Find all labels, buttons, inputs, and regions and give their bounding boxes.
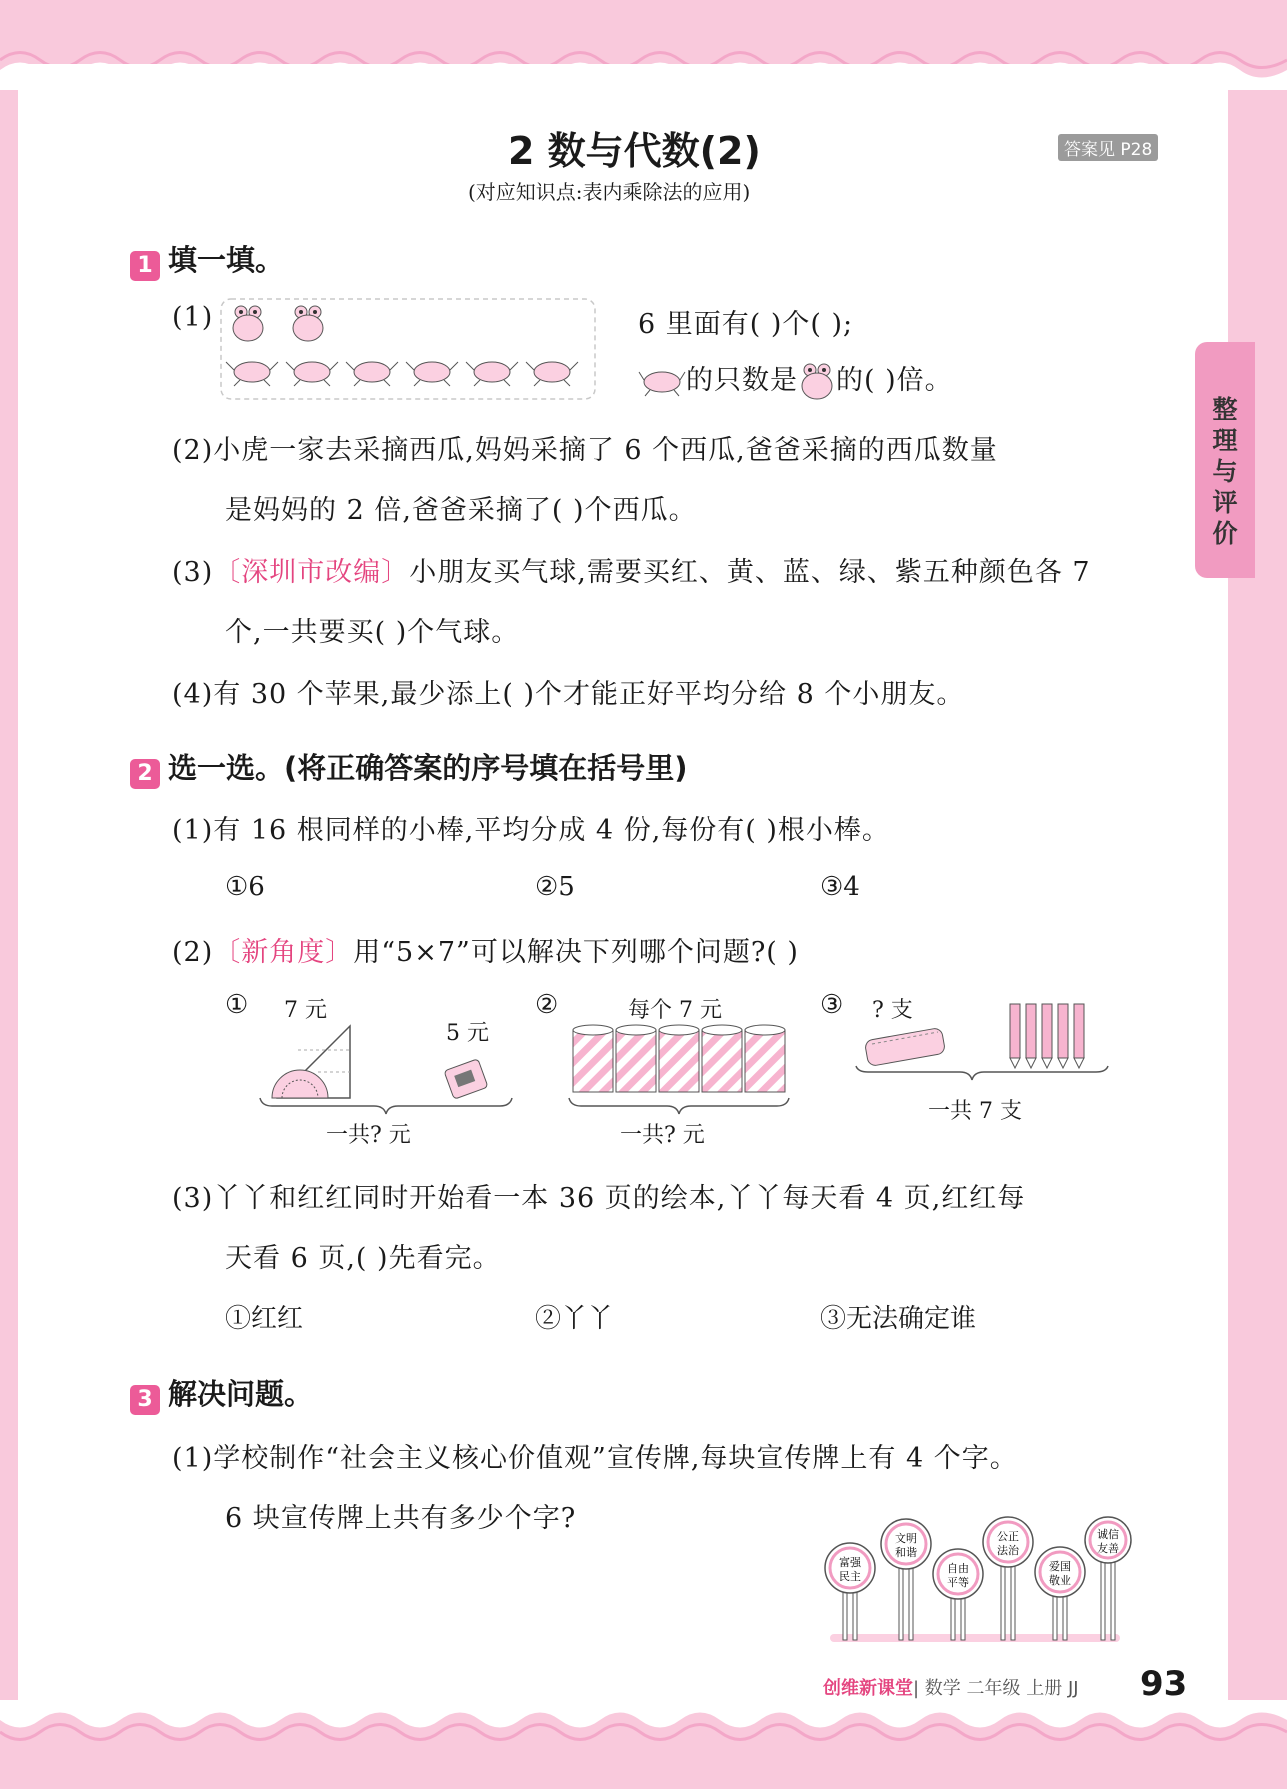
s2-q2-index: (2) <box>172 937 214 968</box>
s2-q2-opt1-number: ① <box>225 990 249 1020</box>
section-3-title: 解决问题。 <box>168 1377 314 1411</box>
sign-icon <box>1035 1547 1085 1640</box>
s2-q2-opt3-label: ? 支 <box>872 998 913 1023</box>
sign-text-bottom: 敬业 <box>1049 1574 1071 1587</box>
section-1-title: 填一填。 <box>168 243 285 277</box>
s2-q2-opt1-label-b: 5 元 <box>446 1021 489 1046</box>
s2-q1-choice-2: ②5 <box>535 872 575 902</box>
s2-q1-choice-1: ①6 <box>225 872 265 902</box>
sign-text-top: 诚信 <box>1097 1528 1119 1541</box>
s2-q2-opt3-number: ③ <box>820 990 844 1020</box>
frog-icon <box>798 360 836 404</box>
sign-text-bottom: 法治 <box>997 1544 1019 1557</box>
s3-q1-line2: 6 块宣传牌上共有多少个字? <box>225 1503 577 1534</box>
footer-brand: 创维新课堂 <box>823 1678 913 1699</box>
crab-icon <box>406 362 458 386</box>
s1-q2-line1: (2)小虎一家去采摘西瓜,妈妈采摘了 6 个西瓜,爸爸采摘的西瓜数量 <box>172 435 998 466</box>
s2-q3-choice-1: ①红红 <box>225 1304 304 1334</box>
s1-q3-line1 <box>172 550 1091 589</box>
sign-text-bottom: 民主 <box>839 1570 861 1583</box>
crab-icon <box>638 366 686 398</box>
ruler-set-and-sharpener-figure <box>258 1020 514 1115</box>
crab-icon <box>286 362 338 386</box>
crab-icon <box>526 362 578 386</box>
s2-q2-opt1-total: 一共? 元 <box>326 1123 411 1148</box>
s1-q2-line2: 是妈妈的 2 倍,爸爸采摘了( )个西瓜。 <box>225 495 697 526</box>
s2-q3-line1: (3)丫丫和红红同时开始看一本 36 页的绘本,丫丫每天看 4 页,红红每 <box>172 1183 1026 1214</box>
s2-q2-opt2-total: 一共? 元 <box>620 1123 705 1148</box>
s1-q1-line2 <box>638 358 953 404</box>
s2-q3-choice-3: ③无法确定谁 <box>820 1304 977 1334</box>
bottom-wave-border <box>0 1700 1287 1760</box>
sign-text-top: 爱国 <box>1049 1560 1071 1573</box>
s2-q2-text: 用“5×7”可以解决下列哪个问题?( ) <box>353 937 799 968</box>
sign-text-top: 文明 <box>895 1532 917 1545</box>
side-tab <box>1195 342 1255 578</box>
s2-q2-opt2-number: ② <box>535 990 559 1020</box>
s2-q1-line1: (1)有 16 根同样的小棒,平均分成 4 份,每份有( )根小棒。 <box>172 815 890 846</box>
crab-icon <box>226 362 278 386</box>
s1-q3-tag: 〔深圳市改编〕 <box>213 557 410 588</box>
s2-q2-opt2-label: 每个 7 元 <box>628 998 722 1023</box>
footer <box>823 1674 1079 1700</box>
section-2-heading <box>130 746 688 789</box>
footer-info: | 数学 二年级 上册 JJ <box>913 1678 1079 1699</box>
sign-text-bottom: 平等 <box>947 1576 969 1589</box>
page-subtitle: (对应知识点:表内乘除法的应用) <box>468 180 751 204</box>
s1-q1-line1: 6 里面有( )个( ); <box>638 309 854 340</box>
s2-q1-choice-3: ③4 <box>820 872 860 902</box>
protractor-icon <box>272 1070 328 1098</box>
sign-text-bottom: 和谐 <box>895 1546 917 1559</box>
s1-q1-index: (1) <box>172 302 214 333</box>
sign-icon <box>983 1517 1033 1640</box>
pencil-sharpener-icon <box>444 1059 488 1100</box>
s2-q2-opt3-total: 一共 7 支 <box>928 1099 1022 1124</box>
pencil-case-icon <box>864 1027 945 1066</box>
sign-icon <box>825 1543 875 1640</box>
pencil-icon <box>1074 1004 1084 1068</box>
section-2-number: 2 <box>130 759 160 789</box>
s2-q2-line1 <box>172 930 799 969</box>
can-icon <box>745 1025 785 1092</box>
s2-q3-choice-2: ②丫丫 <box>535 1304 614 1334</box>
sign-text-top: 公正 <box>997 1530 1019 1543</box>
pencil-case-and-pencils-figure <box>852 1000 1112 1086</box>
s1-q3-line2: 个,一共要买( )个气球。 <box>225 617 520 648</box>
sign-text-top: 自由 <box>947 1562 969 1575</box>
s2-q2-tag: 〔新角度〕 <box>213 937 354 968</box>
s1-q1-line2-post: 的( )倍。 <box>836 365 953 396</box>
section-2-title: 选一选。(将正确答案的序号填在括号里) <box>168 751 688 785</box>
s1-q4-line1: (4)有 30 个苹果,最少添上( )个才能正好平均分给 8 个小朋友。 <box>172 679 965 710</box>
pencil-icon <box>1058 1004 1068 1068</box>
value-signs-figure <box>816 1516 1136 1648</box>
pencil-icon <box>1042 1004 1052 1068</box>
frog-icon <box>293 306 323 341</box>
section-3-heading <box>130 1372 313 1415</box>
s2-q2-opt1-label-a: 7 元 <box>284 998 327 1023</box>
section-1-number: 1 <box>130 251 160 281</box>
frog-icon <box>233 306 263 341</box>
answer-reference-badge: 答案见 P28 <box>1058 134 1158 161</box>
s1-q3-text: 小朋友买气球,需要买红、黄、蓝、绿、紫五种颜色各 7 <box>409 557 1091 588</box>
sign-text-top: 富强 <box>839 1556 861 1569</box>
s2-q3-line2: 天看 6 页,( )先看完。 <box>225 1243 501 1274</box>
cans-figure <box>567 1024 793 1116</box>
pencil-icon <box>1026 1004 1036 1068</box>
page-title: 2 数与代数(2) <box>508 129 761 173</box>
sign-text-bottom: 友善 <box>1097 1542 1119 1555</box>
pencil-icon <box>1010 1004 1020 1068</box>
crab-icon <box>346 362 398 386</box>
side-tab-label: 整理与评价 <box>1212 395 1238 548</box>
sign-icon <box>933 1549 983 1640</box>
crab-icon <box>466 362 518 386</box>
frogs-and-crabs-figure <box>220 298 596 400</box>
can-icon <box>702 1025 742 1092</box>
page-number: 93 <box>1140 1664 1188 1704</box>
s1-q3-index: (3) <box>172 557 214 588</box>
section-3-number: 3 <box>130 1385 160 1415</box>
sign-icon <box>881 1519 931 1640</box>
can-icon <box>573 1025 613 1092</box>
sign-icon <box>1085 1517 1131 1640</box>
can-icon <box>616 1025 656 1092</box>
can-icon <box>659 1025 699 1092</box>
s1-q1-line2-pre: 的只数是 <box>686 365 798 396</box>
s3-q1-line1: (1)学校制作“社会主义核心价值观”宣传牌,每块宣传牌上有 4 个字。 <box>172 1443 1018 1474</box>
section-1-heading <box>130 238 284 281</box>
